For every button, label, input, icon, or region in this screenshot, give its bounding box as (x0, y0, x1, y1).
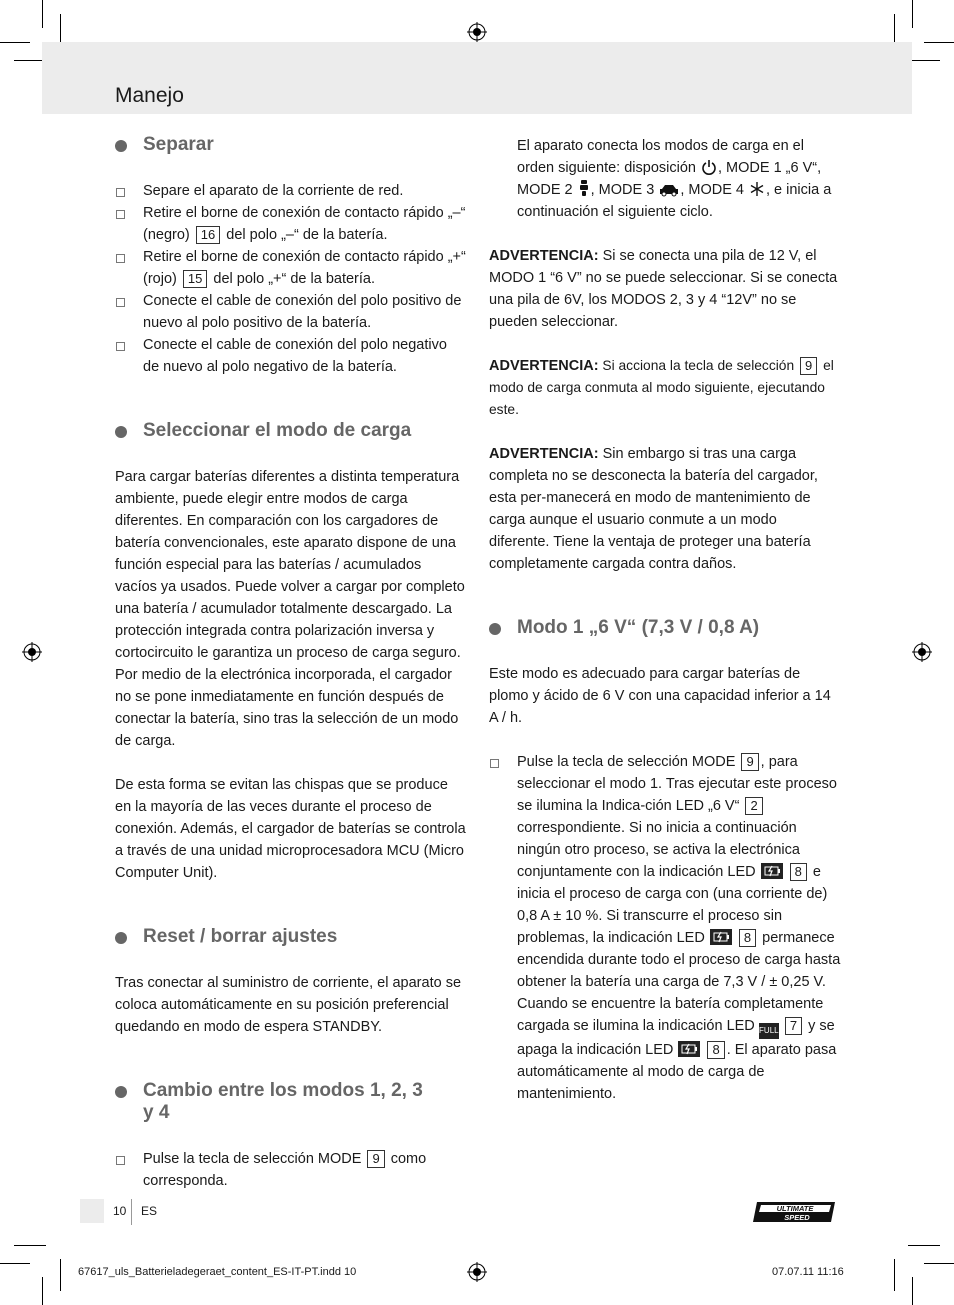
separar-steps (115, 180, 467, 378)
crop-mark (912, 1277, 913, 1305)
checkbox-icon (116, 188, 125, 197)
ultimate-speed-logo (753, 1200, 837, 1224)
checkbox-icon (116, 254, 125, 263)
crop-mark (60, 1259, 61, 1291)
crop-mark (0, 42, 30, 43)
paragraph: Tras conectar al suministro de corriente, el aparato se coloca automáticamente en su posición preferencial quedando en modo de espera STANDBY. (115, 975, 462, 1035)
page-number: 10 (113, 1204, 127, 1218)
warning-paragraph: ADVERTENCIA: Si acciona la tecla de selección 9 el modo de carga conmuta al modo siguiente, ejecutando este. (489, 358, 834, 417)
crop-mark (924, 1263, 954, 1264)
list-item: Retire el borne de conexión de contacto rápido „+“ (rojo) 15 del polo „+“ de la batería. (115, 246, 467, 290)
reference-number: 2 (745, 797, 762, 815)
crop-mark (924, 42, 954, 43)
bullet-icon (115, 140, 127, 152)
list-item: Separe el aparato de la corriente de red. (115, 180, 467, 202)
intro-paragraph: El aparato conecta los modos de carga en el orden siguiente: disposición , MODE 1 „6 V“, MODE 2 , MODE 3 , MODE 4 , e inicia a continuación el siguiente ciclo. (517, 138, 832, 220)
reference-number: 8 (739, 929, 756, 947)
crop-mark (912, 0, 913, 28)
registration-mark-icon (912, 642, 932, 662)
reference-number: 9 (741, 753, 758, 771)
footer-divider (131, 1199, 132, 1225)
crop-mark (908, 1245, 940, 1246)
list-item: Pulse la tecla de selección MODE 9 , para seleccionar el modo 1. Tras ejecutar este proceso se ilumina la Indica-ción LED „6 V“ 2 correspondiente. Si no inicia a continuación ningún otro proceso, se activa la electrónica conjuntamente con la indicación LED 8 e inicia el proceso de carga con (una corriente de) 0,8 A ± 10 %. Si transcurre el proceso sin problemas, la indicación LED 8 permanece encendida durante todo el proceso de carga hasta obtener la batería una carga de 7,3 V / ± 0,25 V. Cuando se encuentre la batería completamente cargada se ilumina la indicación LED FULL 7 y se apaga la indicación LED 8 . El aparato pasa automáticamente al modo de carga de mantenimiento. (489, 751, 841, 1105)
paragraph: De esta forma se evitan las chispas que se produce en la mayoría de las veces durante el proceso de conexión. Además, el cargador de baterías se controla a través de una unidad microprocesadora MCU (Micro Computer Unit). (115, 777, 466, 881)
footer-box (80, 1199, 104, 1223)
crop-mark (14, 1245, 46, 1246)
crop-mark (908, 60, 940, 61)
registration-mark-icon (467, 1262, 487, 1282)
bullet-icon (115, 1086, 127, 1098)
paragraph: Para cargar baterías diferentes a distinta temperatura ambiente, puede elegir entre modos de carga diferentes. En comparación con los cargadores de batería convencionales, este aparato dispone de una función especial para las baterías / acumulados vacíos ya usados. Puede volver a cargar por completo una batería / acumulador totalmente descargado. La protección integrada contra polarización inversa y cortocircuito le garantiza un proceso de carga seguro. Por medio de la electrónica incorporada, el cargador no se pone inmediatamente en función después de conectar la batería, sino tras la selección de un modo de carga. (115, 469, 465, 749)
file-slug: 67617_uls_Batterieladegeraet_content_ES-IT-PT.indd 10 (78, 1266, 357, 1278)
reference-number: 7 (785, 1017, 802, 1035)
checkbox-icon (116, 342, 125, 351)
list-item: Pulse la tecla de selección MODE 9 como corresponda. (115, 1148, 467, 1192)
power-icon (701, 159, 717, 175)
reference-number: 8 (790, 863, 807, 881)
crop-mark (0, 1263, 30, 1264)
bullet-icon (115, 426, 127, 438)
reference-number: 8 (707, 1041, 724, 1059)
checkbox-icon (490, 759, 499, 768)
checkbox-icon (116, 210, 125, 219)
date-slug: 07.07.11 11:16 (772, 1266, 844, 1278)
car-icon (659, 183, 679, 197)
battery-charging-icon (678, 1041, 700, 1057)
battery-charging-icon (761, 863, 783, 879)
modo1-steps (489, 751, 841, 1105)
full-led-icon: FULL (759, 1023, 779, 1039)
reference-number: 15 (183, 270, 207, 288)
registration-mark-icon (467, 22, 487, 42)
list-item: Retire el borne de conexión de contacto rápido „–“ (negro) 16 del polo „–“ de la batería. (115, 202, 467, 246)
section-heading-seleccionar-modo: Seleccionar el modo de carga (115, 420, 467, 442)
list-item: Conecte el cable de conexión del polo negativo de nuevo al polo negativo de la batería. (115, 334, 467, 378)
logo-text-line2: SPEED (784, 1213, 810, 1222)
logo-text-line1: ULTIMATE (776, 1204, 814, 1213)
paragraph: Este modo es adecuado para cargar baterías de plomo y ácido de 6 V con una capacidad inferior a 14 A / h. (489, 666, 831, 726)
checkbox-icon (116, 298, 125, 307)
section-heading-modo1: Modo 1 „6 V“ (7,3 V / 0,8 A) (489, 617, 841, 639)
bullet-icon (489, 623, 501, 635)
list-item: Conecte el cable de conexión del polo positivo de nuevo al polo positivo de la batería. (115, 290, 467, 334)
crop-mark (894, 1259, 895, 1291)
section-heading-reset: Reset / borrar ajustes (115, 926, 467, 948)
reference-number: 16 (196, 226, 220, 244)
checkbox-icon (116, 1156, 125, 1165)
reference-number: 9 (800, 357, 817, 375)
crop-mark (42, 1277, 43, 1305)
motorcycle-icon (578, 179, 590, 197)
section-heading-cambio-modos: Cambio entre los modos 1, 2, 3 y 4 (115, 1080, 433, 1124)
registration-mark-icon (22, 642, 42, 662)
left-column (115, 130, 467, 1192)
reference-number: 9 (367, 1150, 384, 1168)
right-column (489, 135, 841, 1105)
warning-paragraph: ADVERTENCIA: Si se conecta una pila de 12 V, el MODO 1 “6 V” no se puede seleccionar. Si se conecta una pila de 6V, los MODOS 2, 3 y 4 “12V” no se pueden seleccionar. (489, 248, 838, 330)
crop-mark (42, 0, 43, 28)
page-title: Manejo (115, 84, 184, 107)
language-code: ES (141, 1204, 158, 1218)
bullet-icon (115, 932, 127, 944)
battery-charging-icon (710, 929, 732, 945)
warning-paragraph: ADVERTENCIA: Sin embargo si tras una carga completa no se desconecta la batería del cargador, esta per-manecerá en modo de mantenimiento de carga aunque el usuario conmute a un modo diferente. Tiene la ventaja de proteger una batería completamente cargada contra daños. (489, 446, 818, 572)
cambio-steps (115, 1148, 467, 1192)
snowflake-icon (749, 181, 765, 197)
section-heading-separar: Separar (115, 134, 467, 156)
